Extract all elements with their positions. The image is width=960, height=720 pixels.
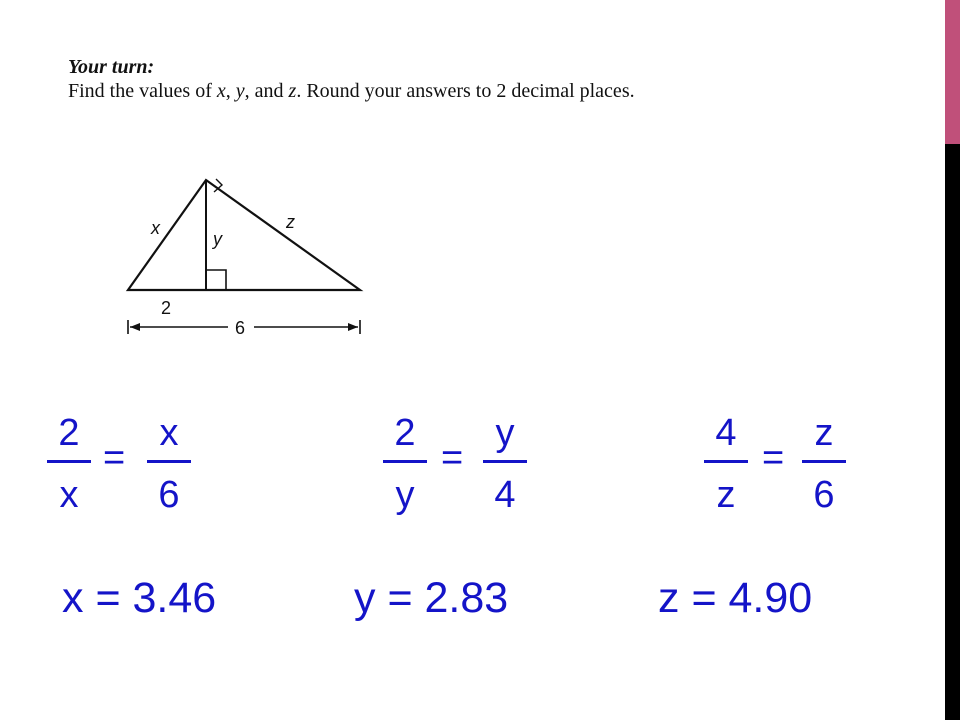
numerator: z [814,412,834,454]
label-z: z [286,212,295,232]
answer-y: y = 2.83 [354,574,509,622]
equals-sign: = [441,437,464,479]
denominator: y [395,474,415,516]
numerator: 2 [58,412,80,454]
instruction-var-x: x [216,80,226,102]
instruction-text: , and [244,80,289,102]
denominator: z [716,474,736,516]
numerator: y [495,412,515,454]
fraction-bar [704,460,748,463]
fraction-bar [147,460,191,463]
prompt-title: Your turn: [68,56,155,78]
fraction-bar [383,460,427,463]
label-y: y [213,229,222,249]
label-base-segment: 2 [161,298,172,318]
prompt-instruction [68,79,635,103]
numerator: 4 [715,412,737,454]
fraction-bar [802,460,846,463]
numerator: 2 [394,412,416,454]
fraction-bar [47,460,91,463]
instruction-text: . Round your answers to 2 decimal places. [296,80,635,102]
instruction-var-y: y [235,80,245,102]
numerator: x [159,412,179,454]
fraction-bar [483,460,527,463]
problem-prompt [68,55,635,103]
label-hypotenuse-length: 6 [235,318,246,338]
right-angle-mark-foot [206,270,226,290]
denominator: 6 [158,474,180,516]
triangle-outline [128,180,360,290]
instruction-text: Find the values of [68,80,217,102]
denominator: x [59,474,79,516]
equals-sign: = [762,437,785,479]
sidebar-accent-bar [945,0,960,144]
denominator: 6 [813,474,835,516]
denominator: 4 [494,474,516,516]
label-x: x [151,218,160,238]
equals-sign: = [103,437,126,479]
dimension-arrow-left [130,323,140,331]
instruction-text: , [225,80,236,102]
dimension-arrow-right [348,323,358,331]
instruction-var-z: z [288,80,297,102]
answer-z: z = 4.90 [658,574,813,622]
triangle-diagram [110,170,380,345]
answer-x: x = 3.46 [62,574,217,622]
